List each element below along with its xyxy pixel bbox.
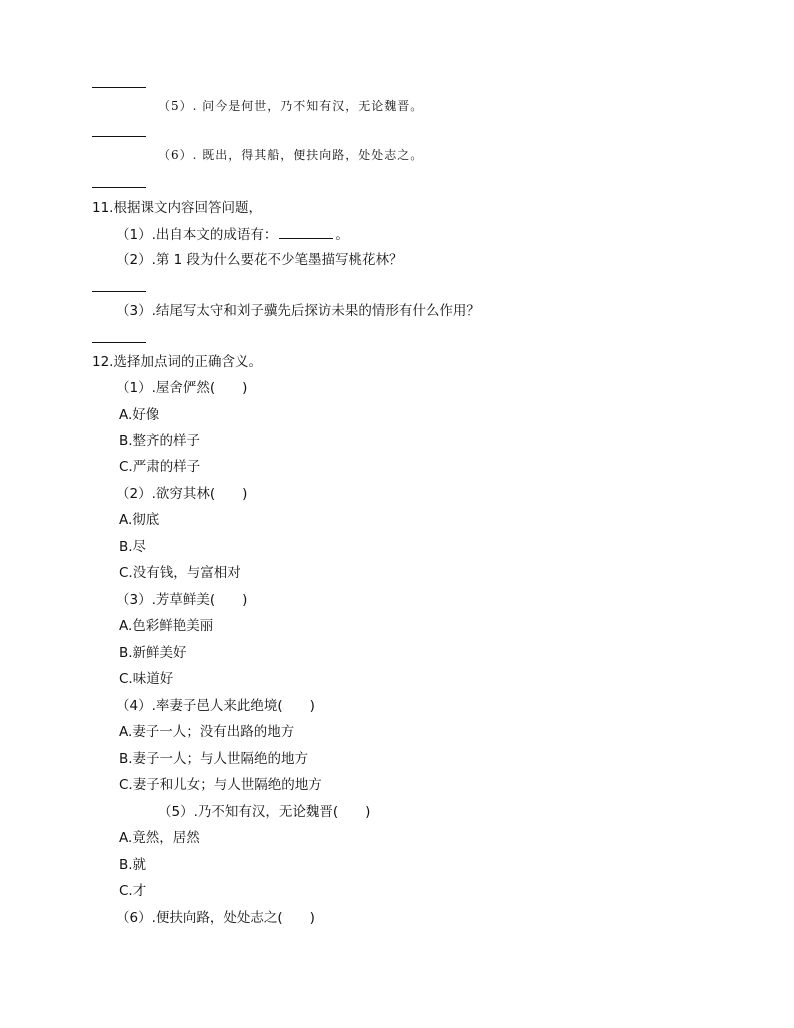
q12-option: A.彻底 bbox=[119, 512, 160, 528]
q10-item-5: （5）. 问今是何世，乃不知有汉，无论魏晋。 bbox=[158, 99, 424, 113]
q10-item-6: （6）. 既出，得其船，便扶向路，处处志之。 bbox=[158, 148, 424, 162]
q12-option: A.竟然，居然 bbox=[119, 830, 200, 846]
q11-sub-1-end: 。 bbox=[335, 227, 349, 243]
fill-in-blank[interactable] bbox=[279, 225, 333, 239]
q12-stem-3: （3）.芳草鲜美( ) bbox=[116, 592, 248, 608]
q12-option: B.整齐的样子 bbox=[119, 433, 201, 449]
q11-title: 11.根据课文内容回答问题， bbox=[92, 200, 262, 216]
q12-stem-6: （6）.便扶向路，处处志之( ) bbox=[116, 910, 315, 926]
q12-stem-2: （2）.欲穷其林( ) bbox=[116, 486, 248, 502]
q12-option: C.没有钱，与富相对 bbox=[119, 565, 241, 581]
answer-blank-line bbox=[92, 136, 146, 137]
q12-option: C.妻子和儿女；与人世隔绝的地方 bbox=[119, 777, 322, 793]
answer-blank-line bbox=[92, 187, 146, 188]
answer-blank-line bbox=[92, 342, 146, 343]
answer-blank-line bbox=[92, 87, 146, 88]
q12-title: 12.选择加点词的正确含义。 bbox=[92, 354, 262, 370]
q12-option: C.才 bbox=[119, 883, 147, 899]
q11-sub-3: （3）.结尾写太守和刘子骥先后探访未果的情形有什么作用？ bbox=[116, 303, 480, 319]
q11-sub-1 bbox=[116, 225, 349, 244]
q12-stem-5: （5）.乃不知有汉，无论魏晋( ) bbox=[158, 804, 371, 820]
q12-option: C.味道好 bbox=[119, 671, 174, 687]
answer-blank-line bbox=[92, 291, 146, 292]
q12-option: A.妻子一人；没有出路的地方 bbox=[119, 724, 295, 740]
q11-sub-2: （2）.第 1 段为什么要花不少笔墨描写桃花林？ bbox=[116, 252, 403, 268]
q12-option: C.严肃的样子 bbox=[119, 459, 201, 475]
q12-option: A.色彩鲜艳美丽 bbox=[119, 618, 214, 634]
q12-option: A.好像 bbox=[119, 407, 160, 423]
q12-stem-4: （4）.率妻子邑人来此绝境( ) bbox=[116, 698, 315, 714]
q12-option: B.就 bbox=[119, 857, 147, 873]
q12-option: B.妻子一人；与人世隔绝的地方 bbox=[119, 751, 309, 767]
q11-sub-1-text: （1）.出自本文的成语有： bbox=[116, 227, 278, 243]
q12-option: B.新鲜美好 bbox=[119, 645, 187, 661]
q12-stem-1: （1）.屋舍俨然( ) bbox=[116, 380, 248, 396]
q12-option: B.尽 bbox=[119, 539, 147, 555]
